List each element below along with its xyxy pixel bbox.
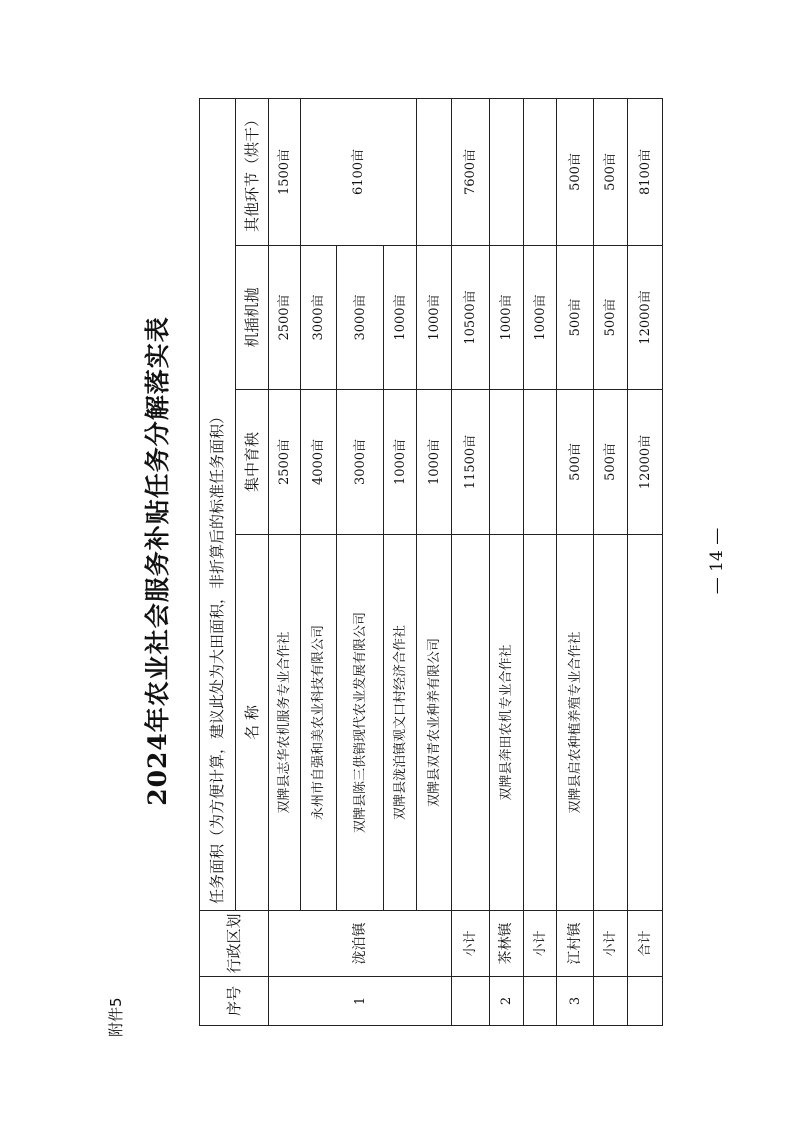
cell-name: 永州市自强和美农业科技有限公司	[301, 535, 337, 911]
cell-seedling: 1000亩	[417, 390, 452, 535]
cell-region: 合计	[628, 911, 663, 977]
table-row	[490, 98, 524, 1025]
document-title: 2024年农业社会服务补贴任务分解落实表	[143, 316, 172, 806]
cell-other: 500亩	[557, 98, 594, 245]
cell-seedling: 3000亩	[337, 390, 384, 535]
cell-seedling: 4000亩	[301, 390, 337, 535]
cell-other: 6100亩	[301, 98, 417, 245]
cell-name	[594, 535, 628, 911]
cell-name	[452, 535, 490, 911]
cell-transplant: 1000亩	[490, 246, 524, 390]
cell-transplant: 1000亩	[524, 246, 557, 390]
cell-seedling: 2500亩	[269, 390, 301, 535]
header-other: 其他环节（烘干）	[236, 98, 269, 245]
cell-seq	[594, 977, 628, 1026]
cell-name: 双牌县泷泊镇观文口村经济合作社	[384, 535, 417, 911]
cell-transplant: 1000亩	[384, 246, 417, 390]
cell-seq: 3	[557, 977, 594, 1026]
table-row-subtotal	[452, 98, 490, 1025]
cell-seq	[452, 977, 490, 1026]
cell-seedling	[490, 390, 524, 535]
cell-region: 小计	[524, 911, 557, 977]
header-transplant: 机插机抛	[236, 246, 269, 390]
task-allocation-table	[199, 98, 663, 1026]
header-row-sub	[236, 98, 269, 1025]
cell-transplant: 3000亩	[301, 246, 337, 390]
cell-transplant: 500亩	[557, 246, 594, 390]
cell-region: 茶林镇	[490, 911, 524, 977]
table-row-subtotal	[524, 98, 557, 1025]
cell-name: 双牌县双青农业种养有限公司	[417, 535, 452, 911]
table-row	[269, 98, 301, 1025]
table-row	[301, 98, 337, 1025]
header-row-top	[200, 98, 236, 1025]
cell-name	[628, 535, 663, 911]
cell-name: 双牌县志华农机服务专业合作社	[269, 535, 301, 911]
cell-seedling: 12000亩	[628, 390, 663, 535]
table-row-total	[628, 98, 663, 1025]
cell-seq	[628, 977, 663, 1026]
cell-other	[524, 98, 557, 245]
cell-other	[490, 98, 524, 245]
cell-seq: 1	[269, 977, 452, 1026]
cell-region: 江村镇	[557, 911, 594, 977]
table-row	[557, 98, 594, 1025]
cell-other: 7600亩	[452, 98, 490, 245]
cell-seq: 2	[490, 977, 524, 1026]
header-seq: 序号	[200, 977, 269, 1026]
table-row-subtotal	[594, 98, 628, 1025]
header-seedling: 集中育秧	[236, 390, 269, 535]
cell-other: 8100亩	[628, 98, 663, 245]
cell-transplant: 1000亩	[417, 246, 452, 390]
cell-transplant: 2500亩	[269, 246, 301, 390]
cell-transplant: 12000亩	[628, 246, 663, 390]
cell-region: 小计	[594, 911, 628, 977]
cell-seedling: 11500亩	[452, 390, 490, 535]
page-number: — 14 —	[707, 527, 727, 595]
cell-seedling	[524, 390, 557, 535]
cell-seedling: 500亩	[594, 390, 628, 535]
cell-seedling: 500亩	[557, 390, 594, 535]
cell-name	[524, 535, 557, 911]
cell-region: 小计	[452, 911, 490, 977]
cell-seedling: 1000亩	[384, 390, 417, 535]
cell-name: 双牌县启农种植养殖专业合作社	[557, 535, 594, 911]
cell-other	[417, 98, 452, 245]
cell-transplant: 500亩	[594, 246, 628, 390]
table-row	[417, 98, 452, 1025]
cell-name: 双牌县陈三供销现代农业发展有限公司	[337, 535, 384, 911]
header-name: 名 称	[236, 535, 269, 911]
header-task-area-note: 任务面积（为方便计算，建议此处为大田面积，非折算后的标准任务面积）	[200, 98, 236, 910]
header-region: 行政区划	[200, 911, 269, 977]
cell-other: 1500亩	[269, 98, 301, 245]
cell-name: 双牌县奔田农机专业合作社	[490, 535, 524, 911]
cell-transplant: 10500亩	[452, 246, 490, 390]
cell-seq	[524, 977, 557, 1026]
cell-transplant: 3000亩	[337, 246, 384, 390]
cell-other: 500亩	[594, 98, 628, 245]
cell-region: 泷泊镇	[269, 911, 452, 977]
attachment-label: 附件5	[107, 997, 125, 1037]
